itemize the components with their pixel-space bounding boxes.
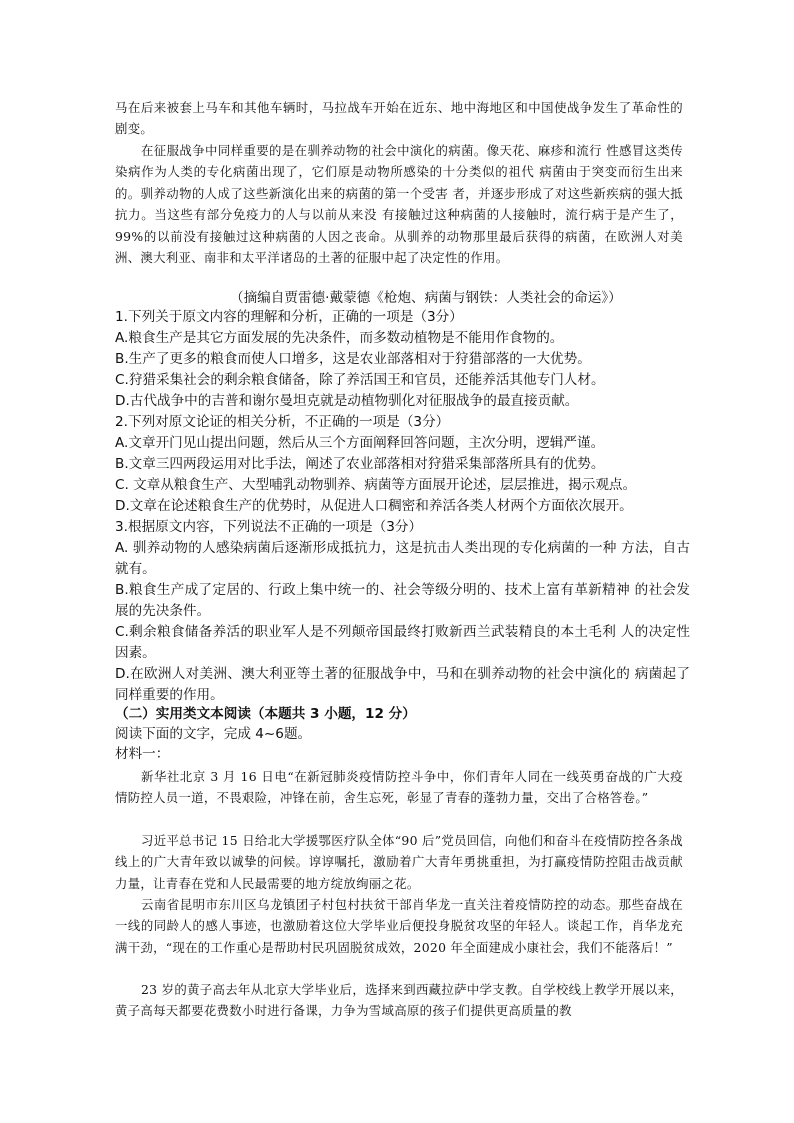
section-2-instruction: 阅读下面的文字，完成 4~6题。	[115, 726, 312, 742]
material-1-paragraph-4: 23 岁的黄子高去年从北京大学毕业后，选择来到西藏拉萨中学支教。自学校线上教学开展以来，黄子高每天都要花费数小时进行备课，力争为雪域高原的孩子们提供更高质量的教	[115, 982, 683, 1019]
question-1-option-a: A.粮食生产是其它方面发展的先决条件，而多数动植物是不能用作食物的。	[115, 330, 564, 346]
question-2-option-b: B.文章三四两段运用对比手法，阐述了农业部落相对狩猎采集部落所具有的优势。	[115, 456, 605, 472]
passage-paragraph-germs: 在征服战争中同样重要的是在驯养动物的社会中演化的病菌。像天花、麻疹和流行 性感冒这类传染病作为人类的专化病菌出现了，它们原是动物所感染的十分类似的祖代 病菌由于突变而衍生出来的。驯养动物的人成了这些新演化出来的病菌的第一个受害 者，并逐步形成了对这些新疾病的强大抵抗力。当这些有部分免疫力的人与以前从来没 有接触过这种病菌的人接触时，流行病于是产生了，99%的以前没有接触过这种病菌的人因之丧命。从驯养的动物那里最后获得的病菌，在欧洲人对美洲、澳大利亚、南非和太平洋诸岛的土著的征服中起了决定性的作用。	[115, 143, 683, 266]
question-3-stem: 3.根据原文内容，下列说法不正确的一项是（3分）	[115, 519, 423, 535]
question-1-option-d: D.古代战争中的吉普和谢尔曼坦克就是动植物驯化对征服战争的最直接贡献。	[115, 393, 579, 409]
question-2-option-c: C. 文章从粮食生产、大型哺乳动物驯养、病菌等方面展开论述，层层推进，揭示观点。	[115, 477, 637, 493]
material-1-paragraph-2: 习近平总书记 15 日给北大学援鄂医疗队全体“90 后”党员回信，向他们和奋斗在疫情防控各条战线上的广大青年致以诚挚的问候。谆谆嘱托，激励着广大青年勇挑重担，为打赢疫情防控阻击战贡献力量，让青春在党和人民最需要的地方绽放绚丽之花。	[115, 833, 683, 891]
question-2-stem: 2.下列对原文论证的相关分析，不正确的一项是（3分）	[115, 414, 450, 430]
question-1-option-c: C.狩猎采集社会的剩余粮食储备，除了养活国王和官员，还能养活其他专门人材。	[115, 372, 605, 388]
question-3-option-d: D.在欧洲人对美洲、澳大利亚等土著的征服战争中，马和在驯养动物的社会中演化的 病菌起了同样重要的作用。	[115, 666, 690, 703]
question-1-option-b: B.生产了更多的粮食而使人口增多，这是农业部落相对于狩猎部落的一大优势。	[115, 351, 591, 367]
passage-source-citation: （摘编自贾雷德·戴蒙德《枪炮、病菌与钢铁：人类社会的命运》）	[230, 290, 622, 306]
section-2-heading: （二）实用类文本阅读（本题共 3 小题，12 分）	[115, 706, 416, 722]
question-2-option-d: D.文章在论述粮食生产的优势时，从促进人口稠密和养活各类人材两个方面依次展开。	[115, 498, 633, 514]
question-2-option-a: A.文章开门见山提出问题，然后从三个方面阐释回答问题，主次分明，逻辑严谨。	[115, 435, 605, 451]
question-3-option-c: C.剩余粮食储备养活的职业军人是不列颠帝国最终打败新西兰武装精良的本土毛利 人的决定性因素。	[115, 624, 690, 661]
question-3-option-a: A. 驯养动物的人感染病菌后逐渐形成抵抗力，这是抗击人类出现的专化病菌的一种 方法，自古就有。	[115, 540, 690, 577]
material-1-paragraph-3: 云南省昆明市东川区乌龙镇团子村包村扶贫干部肖华龙一直关注着疫情防控的动态。那些奋战在一线的同龄人的感人事迹，也激励着这位大学毕业后便投身脱贫攻坚的年轻人。谈起工作，肖华龙充满干劲，“现在的工作重心是帮助村民巩固脱贫成效，2020 年全面建成小康社会，我们不能落后！”	[115, 897, 683, 955]
question-1-stem: 1.下列关于原文内容的理解和分析，正确的一项是（3分）	[115, 309, 463, 325]
material-1-label: 材料一：	[115, 746, 170, 762]
passage-paragraph-horses: 马在后来被套上马车和其他车辆时，马拉战车开始在近东、地中海地区和中国使战争发生了革命性的剧变。	[115, 100, 683, 137]
material-1-paragraph-1: 新华社北京 3 月 16 日电“在新冠肺炎疫情防控斗争中，你们青年人同在一线英勇奋战的广大疫情防控人员一道，不畏艰险，冲锋在前，舍生忘死，彰显了青春的蓬勃力量，交出了合格答卷。”	[115, 769, 683, 806]
question-3-option-b: B.粮食生产成了定居的、行政上集中统一的、社会等级分明的、技术上富有革新精神 的社会发展的先决条件。	[115, 582, 690, 619]
